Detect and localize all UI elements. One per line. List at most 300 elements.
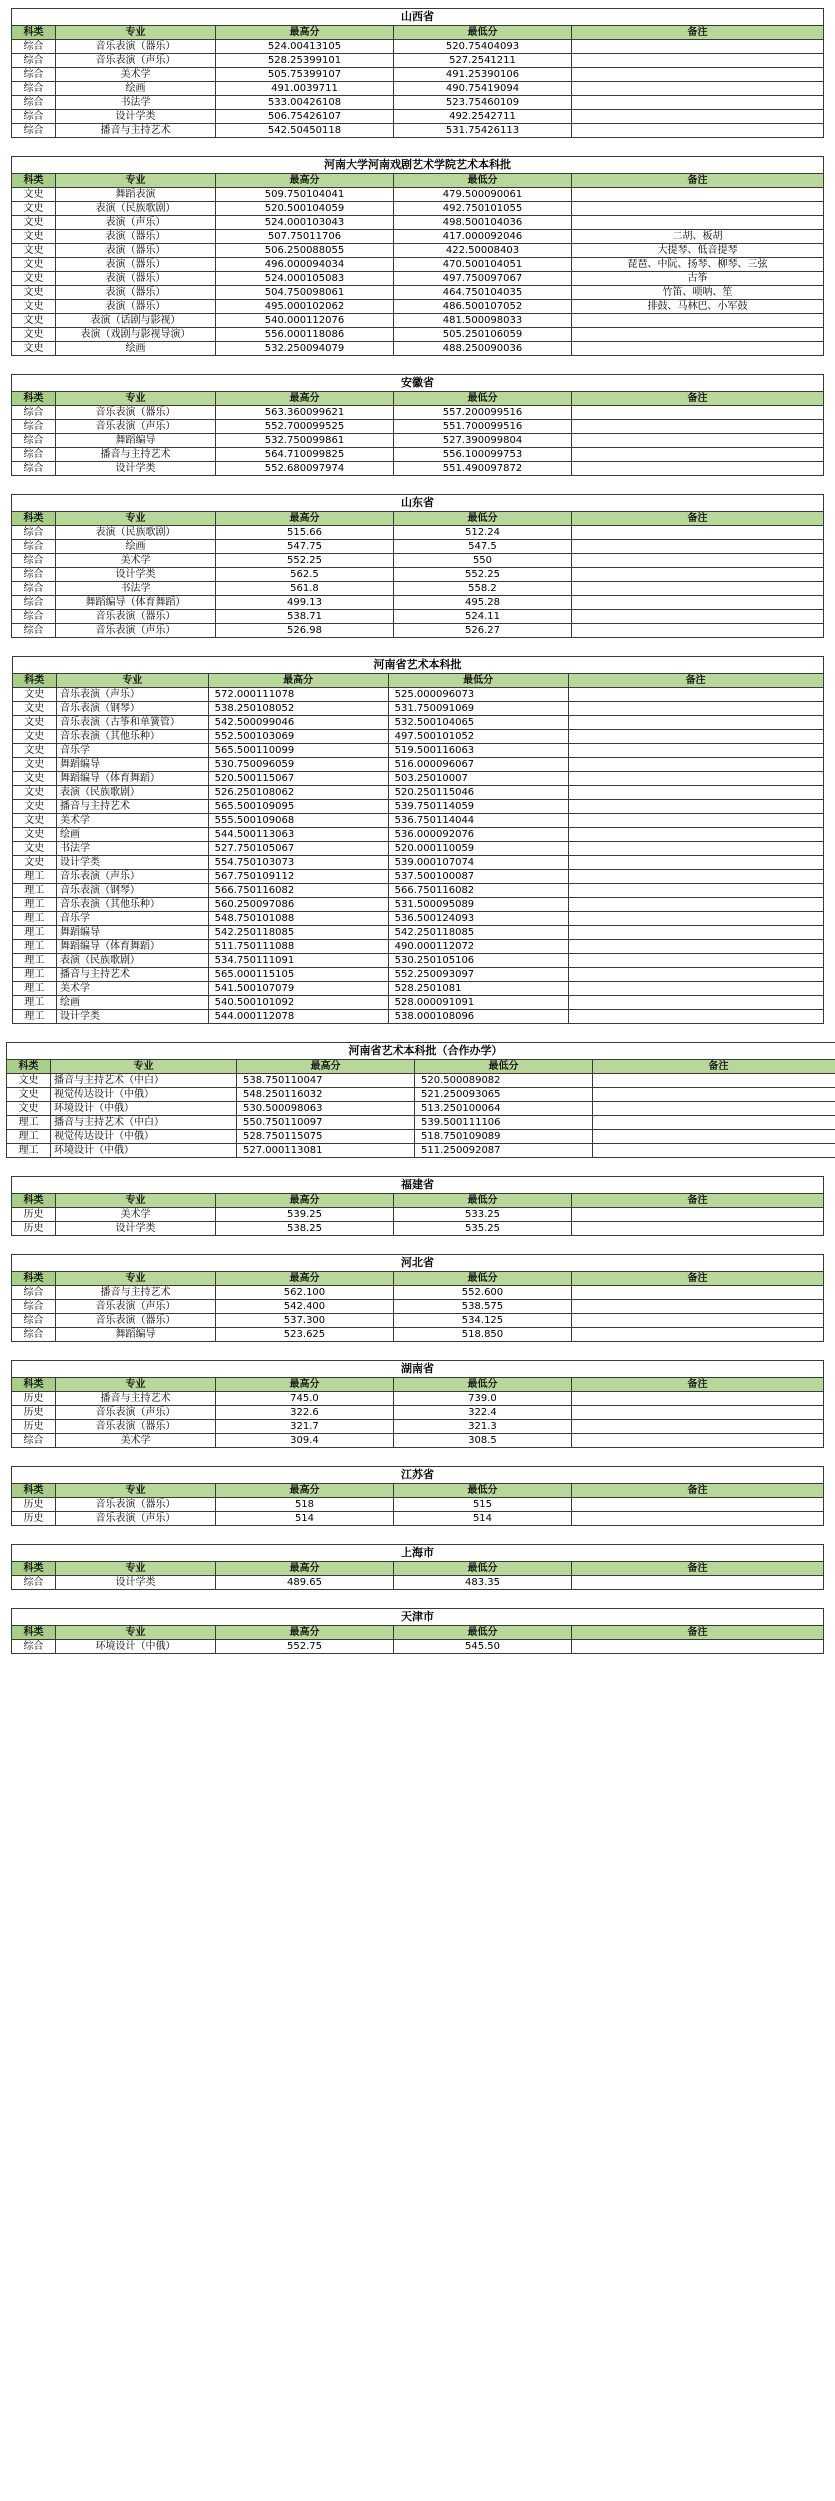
cell-kelei: 文史 — [12, 842, 56, 856]
cell-min-score: 532.500104065 — [388, 716, 568, 730]
cell-max-score: 548.750101088 — [208, 912, 388, 926]
column-header-remark: 备注 — [593, 1060, 835, 1074]
cell-max-score: 542.400 — [215, 1300, 393, 1314]
cell-kelei: 综合 — [11, 1314, 55, 1328]
table-title-row — [7, 1043, 835, 1060]
cell-remark — [571, 448, 823, 462]
cell-kelei: 理工 — [12, 870, 56, 884]
cell-zhuanye: 音乐表演（器乐） — [55, 40, 215, 54]
table-row — [11, 406, 823, 420]
column-header-max-score: 最高分 — [215, 1562, 393, 1576]
cell-kelei: 综合 — [11, 610, 55, 624]
cell-kelei: 文史 — [11, 230, 55, 244]
cell-zhuanye: 音乐表演（声乐） — [55, 54, 215, 68]
cell-kelei: 理工 — [12, 940, 56, 954]
cell-remark — [568, 702, 823, 716]
cell-kelei: 综合 — [11, 448, 55, 462]
column-header-min-score: 最低分 — [393, 1272, 571, 1286]
cell-max-score: 554.750103073 — [208, 856, 388, 870]
column-header-zhuanye: 专业 — [55, 1272, 215, 1286]
column-header-remark: 备注 — [571, 26, 823, 40]
cell-min-score: 479.500090061 — [393, 188, 571, 202]
cell-max-score: 524.000105083 — [215, 272, 393, 286]
cell-remark — [571, 434, 823, 448]
cell-remark — [568, 898, 823, 912]
province-score-table — [12, 656, 824, 1024]
cell-min-score: 520.75404093 — [393, 40, 571, 54]
cell-max-score: 524.00413105 — [215, 40, 393, 54]
cell-remark — [571, 328, 823, 342]
cell-max-score: 542.50450118 — [215, 124, 393, 138]
column-header-zhuanye: 专业 — [55, 1562, 215, 1576]
cell-max-score: 552.25 — [215, 554, 393, 568]
table-row — [11, 188, 823, 202]
table-row — [12, 912, 823, 926]
cell-kelei: 综合 — [11, 582, 55, 596]
cell-max-score: 533.00426108 — [215, 96, 393, 110]
cell-zhuanye: 音乐表演（其他乐种） — [56, 730, 208, 744]
cell-zhuanye: 环境设计（中俄） — [51, 1144, 237, 1158]
column-header-kelei: 科类 — [12, 674, 56, 688]
cell-remark — [593, 1088, 835, 1102]
cell-remark — [571, 68, 823, 82]
cell-max-score: 526.98 — [215, 624, 393, 638]
cell-min-score: 552.600 — [393, 1286, 571, 1300]
cell-min-score: 521.250093065 — [415, 1088, 593, 1102]
table-header-row — [11, 174, 823, 188]
table-title-row — [11, 1545, 823, 1562]
cell-kelei: 理工 — [7, 1116, 51, 1130]
table-row — [11, 1420, 823, 1434]
column-header-zhuanye: 专业 — [55, 1194, 215, 1208]
table-row — [12, 688, 823, 702]
cell-max-score: 322.6 — [215, 1406, 393, 1420]
cell-min-score: 536.750114044 — [388, 814, 568, 828]
table-row — [11, 286, 823, 300]
cell-max-score: 506.250088055 — [215, 244, 393, 258]
table-row — [12, 772, 823, 786]
cell-zhuanye: 绘画 — [56, 828, 208, 842]
cell-zhuanye: 音乐表演（钢琴） — [56, 884, 208, 898]
cell-kelei: 文史 — [11, 202, 55, 216]
column-header-remark: 备注 — [571, 512, 823, 526]
cell-remark — [568, 814, 823, 828]
column-header-min-score: 最低分 — [393, 1378, 571, 1392]
column-header-max-score: 最高分 — [215, 1272, 393, 1286]
column-header-kelei: 科类 — [11, 1484, 55, 1498]
cell-max-score: 527.000113081 — [237, 1144, 415, 1158]
cell-min-score: 490.75419094 — [393, 82, 571, 96]
table-row — [11, 1286, 823, 1300]
cell-remark — [571, 82, 823, 96]
cell-remark — [571, 568, 823, 582]
cell-max-score: 538.71 — [215, 610, 393, 624]
table-row — [7, 1074, 835, 1088]
cell-zhuanye: 音乐表演（其他乐种） — [56, 898, 208, 912]
cell-remark — [571, 1314, 823, 1328]
cell-kelei: 文史 — [11, 300, 55, 314]
column-header-max-score: 最高分 — [215, 512, 393, 526]
cell-remark — [593, 1144, 835, 1158]
table-row — [11, 216, 823, 230]
cell-min-score: 422.50008403 — [393, 244, 571, 258]
province-score-table — [11, 8, 824, 138]
cell-kelei: 理工 — [12, 1010, 56, 1024]
cell-max-score: 540.000112076 — [215, 314, 393, 328]
table-row — [11, 202, 823, 216]
column-header-min-score: 最低分 — [393, 174, 571, 188]
cell-min-score: 528.2501081 — [388, 982, 568, 996]
table-row — [12, 954, 823, 968]
cell-remark — [568, 954, 823, 968]
cell-kelei: 历史 — [11, 1498, 55, 1512]
cell-kelei: 文史 — [11, 342, 55, 356]
column-header-zhuanye: 专业 — [55, 1484, 215, 1498]
province-score-table — [11, 1608, 824, 1654]
cell-min-score: 539.750114059 — [388, 800, 568, 814]
column-header-kelei: 科类 — [11, 1562, 55, 1576]
cell-min-score: 520.500089082 — [415, 1074, 593, 1088]
cell-zhuanye: 绘画 — [56, 996, 208, 1010]
cell-remark — [568, 940, 823, 954]
cell-kelei: 综合 — [11, 526, 55, 540]
cell-remark: 竹笛、唢呐、笙 — [571, 286, 823, 300]
cell-zhuanye: 视觉传达设计（中俄） — [51, 1088, 237, 1102]
cell-max-score: 526.250108062 — [208, 786, 388, 800]
table-title: 河北省 — [11, 1255, 823, 1272]
cell-kelei: 历史 — [11, 1208, 55, 1222]
cell-zhuanye: 美术学 — [55, 1434, 215, 1448]
cell-min-score: 523.75460109 — [393, 96, 571, 110]
cell-zhuanye: 播音与主持艺术 — [55, 448, 215, 462]
cell-max-score: 564.710099825 — [215, 448, 393, 462]
cell-max-score: 548.250116032 — [237, 1088, 415, 1102]
cell-remark — [568, 968, 823, 982]
table-row — [11, 244, 823, 258]
table-row — [11, 526, 823, 540]
table-title-row — [11, 1467, 823, 1484]
cell-max-score: 530.750096059 — [208, 758, 388, 772]
cell-min-score: 566.750116082 — [388, 884, 568, 898]
table-row — [11, 40, 823, 54]
cell-kelei: 综合 — [11, 110, 55, 124]
cell-max-score: 538.25 — [215, 1222, 393, 1236]
cell-max-score: 550.750110097 — [237, 1116, 415, 1130]
column-header-min-score: 最低分 — [415, 1060, 593, 1074]
cell-kelei: 文史 — [12, 772, 56, 786]
cell-kelei: 文史 — [12, 786, 56, 800]
cell-min-score: 534.125 — [393, 1314, 571, 1328]
table-row — [12, 940, 823, 954]
table-row — [11, 272, 823, 286]
cell-remark: 二胡、板胡 — [571, 230, 823, 244]
cell-max-score: 532.250094079 — [215, 342, 393, 356]
table-row — [11, 258, 823, 272]
cell-max-score: 562.100 — [215, 1286, 393, 1300]
cell-remark — [571, 420, 823, 434]
cell-kelei: 文史 — [7, 1088, 51, 1102]
cell-remark — [571, 610, 823, 624]
cell-min-score: 481.500098033 — [393, 314, 571, 328]
cell-remark — [568, 870, 823, 884]
cell-kelei: 文史 — [11, 258, 55, 272]
table-title-row — [11, 375, 823, 392]
table-row — [7, 1102, 835, 1116]
cell-remark — [571, 462, 823, 476]
cell-remark — [571, 314, 823, 328]
table-row — [12, 842, 823, 856]
cell-min-score: 488.250090036 — [393, 342, 571, 356]
cell-min-score: 497.500101052 — [388, 730, 568, 744]
cell-max-score: 520.500104059 — [215, 202, 393, 216]
cell-remark — [571, 1222, 823, 1236]
column-header-max-score: 最高分 — [215, 26, 393, 40]
cell-zhuanye: 表演（器乐） — [55, 286, 215, 300]
table-row — [11, 434, 823, 448]
column-header-remark: 备注 — [571, 1626, 823, 1640]
cell-zhuanye: 视觉传达设计（中俄） — [51, 1130, 237, 1144]
cell-min-score: 539.000107074 — [388, 856, 568, 870]
cell-zhuanye: 音乐表演（声乐） — [55, 1300, 215, 1314]
cell-zhuanye: 舞蹈编导 — [56, 758, 208, 772]
cell-remark — [568, 926, 823, 940]
table-header-row — [11, 26, 823, 40]
cell-remark — [571, 1434, 823, 1448]
cell-zhuanye: 舞蹈编导 — [56, 926, 208, 940]
table-row — [12, 730, 823, 744]
cell-zhuanye: 表演（器乐） — [55, 258, 215, 272]
column-header-max-score: 最高分 — [215, 1626, 393, 1640]
table-row — [12, 828, 823, 842]
table-title-row — [11, 9, 823, 26]
cell-min-score: 491.25390106 — [393, 68, 571, 82]
cell-max-score: 514 — [215, 1512, 393, 1526]
cell-min-score: 552.25 — [393, 568, 571, 582]
cell-zhuanye: 美术学 — [55, 68, 215, 82]
cell-kelei: 综合 — [11, 54, 55, 68]
cell-kelei: 综合 — [11, 406, 55, 420]
table-row — [11, 1576, 823, 1590]
province-score-table — [11, 1360, 824, 1448]
cell-remark — [571, 1576, 823, 1590]
column-header-kelei: 科类 — [11, 392, 55, 406]
table-title: 河南省艺术本科批（合作办学） — [7, 1043, 835, 1060]
cell-max-score: 507.75011706 — [215, 230, 393, 244]
column-header-zhuanye: 专业 — [55, 392, 215, 406]
cell-remark — [571, 1640, 823, 1654]
column-header-kelei: 科类 — [7, 1060, 51, 1074]
cell-max-score: 542.250118085 — [208, 926, 388, 940]
cell-zhuanye: 表演（民族歌剧） — [56, 786, 208, 800]
cell-kelei: 文史 — [11, 314, 55, 328]
cell-kelei: 综合 — [11, 596, 55, 610]
cell-zhuanye: 表演（戏剧与影视导演） — [55, 328, 215, 342]
cell-kelei: 文史 — [12, 856, 56, 870]
cell-max-score: 563.360099621 — [215, 406, 393, 420]
cell-max-score: 566.750116082 — [208, 884, 388, 898]
cell-kelei: 历史 — [11, 1406, 55, 1420]
cell-zhuanye: 音乐表演（声乐） — [56, 870, 208, 884]
cell-zhuanye: 环境设计（中俄） — [51, 1102, 237, 1116]
cell-kelei: 综合 — [11, 540, 55, 554]
cell-min-score: 533.25 — [393, 1208, 571, 1222]
column-header-min-score: 最低分 — [393, 1626, 571, 1640]
table-title-row — [11, 1255, 823, 1272]
cell-kelei: 文史 — [11, 216, 55, 230]
cell-kelei: 历史 — [11, 1420, 55, 1434]
column-header-zhuanye: 专业 — [55, 26, 215, 40]
table-title: 上海市 — [11, 1545, 823, 1562]
cell-kelei: 综合 — [11, 68, 55, 82]
cell-kelei: 理工 — [12, 954, 56, 968]
cell-kelei: 综合 — [11, 96, 55, 110]
cell-min-score: 490.000112072 — [388, 940, 568, 954]
table-row — [12, 758, 823, 772]
province-table-block — [6, 1466, 829, 1526]
cell-max-score: 309.4 — [215, 1434, 393, 1448]
cell-zhuanye: 书法学 — [55, 582, 215, 596]
column-header-remark: 备注 — [571, 392, 823, 406]
cell-remark — [571, 54, 823, 68]
cell-zhuanye: 播音与主持艺术 — [55, 1286, 215, 1300]
table-row — [12, 870, 823, 884]
cell-zhuanye: 表演（器乐） — [55, 230, 215, 244]
cell-min-score: 536.500124093 — [388, 912, 568, 926]
table-title: 安徽省 — [11, 375, 823, 392]
cell-min-score: 516.000096067 — [388, 758, 568, 772]
table-header-row — [11, 1272, 823, 1286]
cell-remark — [568, 730, 823, 744]
cell-min-score: 539.500111106 — [415, 1116, 593, 1130]
cell-zhuanye: 书法学 — [55, 96, 215, 110]
table-row — [11, 110, 823, 124]
table-title: 河南大学河南戏剧艺术学院艺术本科批 — [11, 157, 823, 174]
province-table-block — [6, 1254, 829, 1342]
table-title: 江苏省 — [11, 1467, 823, 1484]
cell-max-score: 538.250108052 — [208, 702, 388, 716]
cell-min-score: 550 — [393, 554, 571, 568]
cell-max-score: 499.13 — [215, 596, 393, 610]
cell-remark — [593, 1116, 835, 1130]
cell-remark — [568, 912, 823, 926]
cell-zhuanye: 设计学类 — [55, 1576, 215, 1590]
cell-max-score: 552.500103069 — [208, 730, 388, 744]
table-title: 福建省 — [11, 1177, 823, 1194]
cell-zhuanye: 舞蹈编导（体育舞蹈） — [56, 940, 208, 954]
province-score-table — [11, 494, 824, 638]
table-row — [11, 300, 823, 314]
table-row — [11, 462, 823, 476]
column-header-kelei: 科类 — [11, 512, 55, 526]
cell-zhuanye: 美术学 — [55, 1208, 215, 1222]
cell-max-score: 572.000111078 — [208, 688, 388, 702]
cell-zhuanye: 音乐表演（器乐） — [55, 406, 215, 420]
cell-remark — [571, 540, 823, 554]
cell-zhuanye: 音乐表演（声乐） — [55, 1406, 215, 1420]
table-row — [11, 1406, 823, 1420]
cell-min-score: 321.3 — [393, 1420, 571, 1434]
column-header-max-score: 最高分 — [208, 674, 388, 688]
table-title-row — [11, 1609, 823, 1626]
cell-min-score: 495.28 — [393, 596, 571, 610]
table-header-row — [11, 1626, 823, 1640]
table-row — [11, 314, 823, 328]
cell-remark — [571, 554, 823, 568]
table-header-row — [11, 512, 823, 526]
cell-min-score: 552.250093097 — [388, 968, 568, 982]
column-header-zhuanye: 专业 — [55, 174, 215, 188]
cell-max-score: 524.000103043 — [215, 216, 393, 230]
table-row — [11, 1392, 823, 1406]
column-header-max-score: 最高分 — [215, 392, 393, 406]
cell-max-score: 560.250097086 — [208, 898, 388, 912]
tables-container — [6, 8, 829, 1654]
cell-kelei: 文史 — [12, 702, 56, 716]
cell-min-score: 558.2 — [393, 582, 571, 596]
cell-zhuanye: 音乐表演（钢琴） — [56, 702, 208, 716]
column-header-zhuanye: 专业 — [55, 512, 215, 526]
cell-zhuanye: 音乐表演（古筝和单簧管） — [56, 716, 208, 730]
province-table-block — [6, 1608, 829, 1654]
cell-kelei: 文史 — [12, 758, 56, 772]
cell-kelei: 综合 — [11, 420, 55, 434]
table-title-row — [11, 495, 823, 512]
column-header-remark: 备注 — [571, 1378, 823, 1392]
cell-min-score: 535.25 — [393, 1222, 571, 1236]
cell-kelei: 文史 — [7, 1102, 51, 1116]
cell-remark — [568, 982, 823, 996]
cell-kelei: 文史 — [11, 328, 55, 342]
cell-max-score: 515.66 — [215, 526, 393, 540]
table-row — [11, 568, 823, 582]
cell-zhuanye: 设计学类 — [56, 856, 208, 870]
cell-max-score: 544.000112078 — [208, 1010, 388, 1024]
cell-zhuanye: 设计学类 — [55, 462, 215, 476]
cell-zhuanye: 音乐学 — [56, 744, 208, 758]
cell-min-score: 514 — [393, 1512, 571, 1526]
cell-max-score: 565.500110099 — [208, 744, 388, 758]
cell-min-score: 542.250118085 — [388, 926, 568, 940]
province-table-block — [6, 656, 829, 1024]
cell-remark — [571, 624, 823, 638]
table-row — [11, 582, 823, 596]
table-header-row — [11, 1378, 823, 1392]
cell-min-score: 515 — [393, 1498, 571, 1512]
cell-remark — [593, 1102, 835, 1116]
cell-min-score: 470.500104051 — [393, 258, 571, 272]
cell-max-score: 565.500109095 — [208, 800, 388, 814]
column-header-remark: 备注 — [571, 1194, 823, 1208]
cell-kelei: 文史 — [12, 814, 56, 828]
cell-kelei: 理工 — [12, 898, 56, 912]
column-header-max-score: 最高分 — [215, 1378, 393, 1392]
table-row — [11, 68, 823, 82]
cell-max-score: 520.500115067 — [208, 772, 388, 786]
cell-kelei: 理工 — [12, 926, 56, 940]
cell-kelei: 文史 — [11, 272, 55, 286]
column-header-zhuanye: 专业 — [56, 674, 208, 688]
cell-kelei: 综合 — [11, 1286, 55, 1300]
table-row — [7, 1130, 835, 1144]
cell-remark — [571, 406, 823, 420]
cell-min-score: 520.000110059 — [388, 842, 568, 856]
cell-kelei: 理工 — [12, 982, 56, 996]
province-score-table — [6, 1042, 835, 1158]
cell-max-score: 509.750104041 — [215, 188, 393, 202]
cell-max-score: 561.8 — [215, 582, 393, 596]
cell-max-score: 523.625 — [215, 1328, 393, 1342]
cell-remark — [568, 996, 823, 1010]
